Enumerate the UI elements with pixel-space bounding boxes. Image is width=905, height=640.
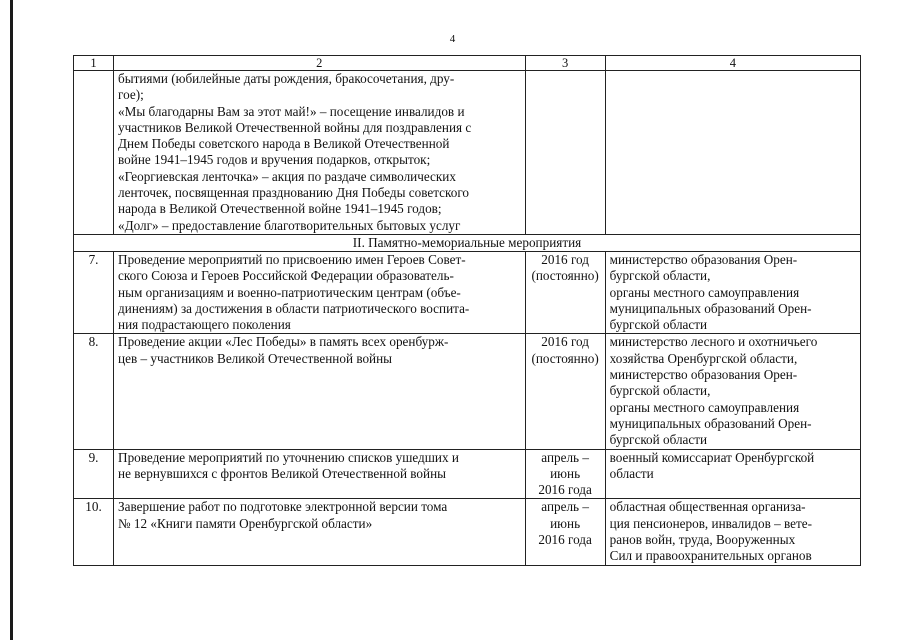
date-line: (постоянно) bbox=[531, 268, 599, 284]
desc-line: Завершение работ по подготовке электронной версии тома bbox=[118, 499, 448, 515]
desc-line: № 12 «Книги памяти Оренбургской области» bbox=[118, 515, 373, 531]
header-col-4: 4 bbox=[605, 56, 860, 71]
desc-line: «Георгиевская ленточка» – акция по раздаче символических bbox=[118, 168, 456, 184]
desc-line: бытиями (юбилейные даты рождения, бракосочетания, дру- bbox=[118, 71, 455, 86]
desc-line: участников Великой Отечественной войны для поздравления с bbox=[118, 119, 472, 135]
org-line: хозяйства Оренбургской области, bbox=[609, 350, 798, 366]
table-row bbox=[74, 449, 861, 499]
header-col-3: 3 bbox=[525, 56, 605, 71]
date-line: июнь bbox=[550, 465, 581, 481]
desc-line: цев – участников Великой Отечественной войны bbox=[118, 350, 393, 366]
date-line: апрель – bbox=[541, 449, 589, 465]
row-date bbox=[525, 334, 605, 449]
org-line: области bbox=[609, 465, 654, 481]
org-line: органы местного самоуправления bbox=[609, 284, 800, 300]
row-date bbox=[525, 449, 605, 499]
desc-line: Проведение мероприятий по присвоению имен Героев Совет- bbox=[118, 252, 466, 267]
header-col-2: 2 bbox=[114, 56, 526, 71]
org-line: министерство образования Орен- bbox=[609, 252, 798, 267]
table-header-row bbox=[74, 56, 861, 71]
desc-line: народа в Великой Отечественной войне 1941–1945 годов; bbox=[118, 201, 442, 217]
row-description bbox=[114, 499, 526, 565]
desc-line: Днем Победы советского народа в Великой Отечественной bbox=[118, 136, 450, 152]
date-line: июнь bbox=[550, 515, 581, 531]
date-line: (постоянно) bbox=[531, 350, 599, 366]
org-line: министерство лесного и охотничьего bbox=[609, 334, 818, 350]
desc-line: Проведение акции «Лес Победы» в память всех оренбурж- bbox=[118, 334, 449, 350]
row-responsible bbox=[605, 499, 860, 565]
desc-line: гое); bbox=[118, 87, 144, 103]
desc-line: ния подрастающего поколения bbox=[118, 317, 291, 333]
date-line: 2016 год bbox=[541, 334, 589, 350]
desc-line: «Долг» – предоставление благотворительных бытовых услуг bbox=[118, 217, 461, 233]
row-description bbox=[114, 334, 526, 449]
section-row bbox=[74, 235, 861, 252]
date-line: 2016 года bbox=[538, 482, 592, 498]
row-number: 8. bbox=[74, 334, 114, 449]
table-row bbox=[74, 334, 861, 449]
org-line: военный комиссариат Оренбургской bbox=[609, 449, 815, 465]
org-line: министерство образования Орен- bbox=[609, 367, 798, 383]
section-title: II. Памятно-мемориальные мероприятия bbox=[74, 235, 861, 252]
org-line: органы местного самоуправления bbox=[609, 399, 800, 415]
row-num-cell bbox=[74, 71, 114, 235]
org-line: бургской области bbox=[609, 432, 708, 448]
row-org-cell bbox=[605, 71, 860, 235]
table-row bbox=[74, 252, 861, 334]
row-number: 7. bbox=[74, 252, 114, 334]
org-line: бургской области, bbox=[609, 268, 711, 284]
org-line: областная общественная организа- bbox=[609, 499, 806, 515]
org-line: бургской области, bbox=[609, 383, 711, 399]
desc-line: ленточек, посвященная празднованию Дня Победы советского bbox=[118, 185, 470, 201]
row-date-cell bbox=[525, 71, 605, 235]
org-line: муниципальных образований Орен- bbox=[609, 300, 812, 316]
org-line: муниципальных образований Орен- bbox=[609, 415, 812, 431]
table-row bbox=[74, 499, 861, 565]
desc-line: не вернувшихся с фронтов Великой Отечественной войны bbox=[118, 465, 447, 481]
row-date bbox=[525, 499, 605, 565]
header-col-1: 1 bbox=[74, 56, 114, 71]
row-responsible bbox=[605, 449, 860, 499]
date-line: апрель – bbox=[541, 499, 589, 515]
row-number: 9. bbox=[74, 449, 114, 499]
date-line: 2016 год bbox=[541, 252, 589, 267]
org-line: Сил и правоохранительных органов bbox=[609, 548, 812, 564]
row-responsible bbox=[605, 252, 860, 334]
row-description bbox=[114, 252, 526, 334]
desc-line: войне 1941–1945 годов и вручения подарков, открыток; bbox=[118, 152, 431, 168]
date-line: 2016 года bbox=[538, 532, 592, 548]
desc-line: ского Союза и Героев Российской Федерации образователь- bbox=[118, 268, 454, 284]
org-line: бургской области bbox=[609, 317, 708, 333]
table-row-continuation bbox=[74, 71, 861, 235]
desc-line: ным организациям и военно-патриотическим центрам (объе- bbox=[118, 284, 461, 300]
desc-line: «Мы благодарны Вам за этот май!» – посещение инвалидов и bbox=[118, 103, 465, 119]
row-description bbox=[114, 449, 526, 499]
page-number: 4 bbox=[449, 33, 456, 45]
org-line: ция пенсионеров, инвалидов – вете- bbox=[609, 515, 813, 531]
row-number: 10. bbox=[74, 499, 114, 565]
desc-line: Проведение мероприятий по уточнению списков ушедших и bbox=[118, 449, 459, 465]
org-line: ранов войн, труда, Вооруженных bbox=[609, 532, 796, 548]
row-responsible bbox=[605, 334, 860, 449]
scan-edge-line bbox=[10, 0, 13, 640]
row-desc-cell bbox=[114, 71, 526, 235]
row-date bbox=[525, 252, 605, 334]
desc-line: динениям) за достижения в области патриотического воспита- bbox=[118, 300, 470, 316]
events-table bbox=[73, 55, 861, 566]
